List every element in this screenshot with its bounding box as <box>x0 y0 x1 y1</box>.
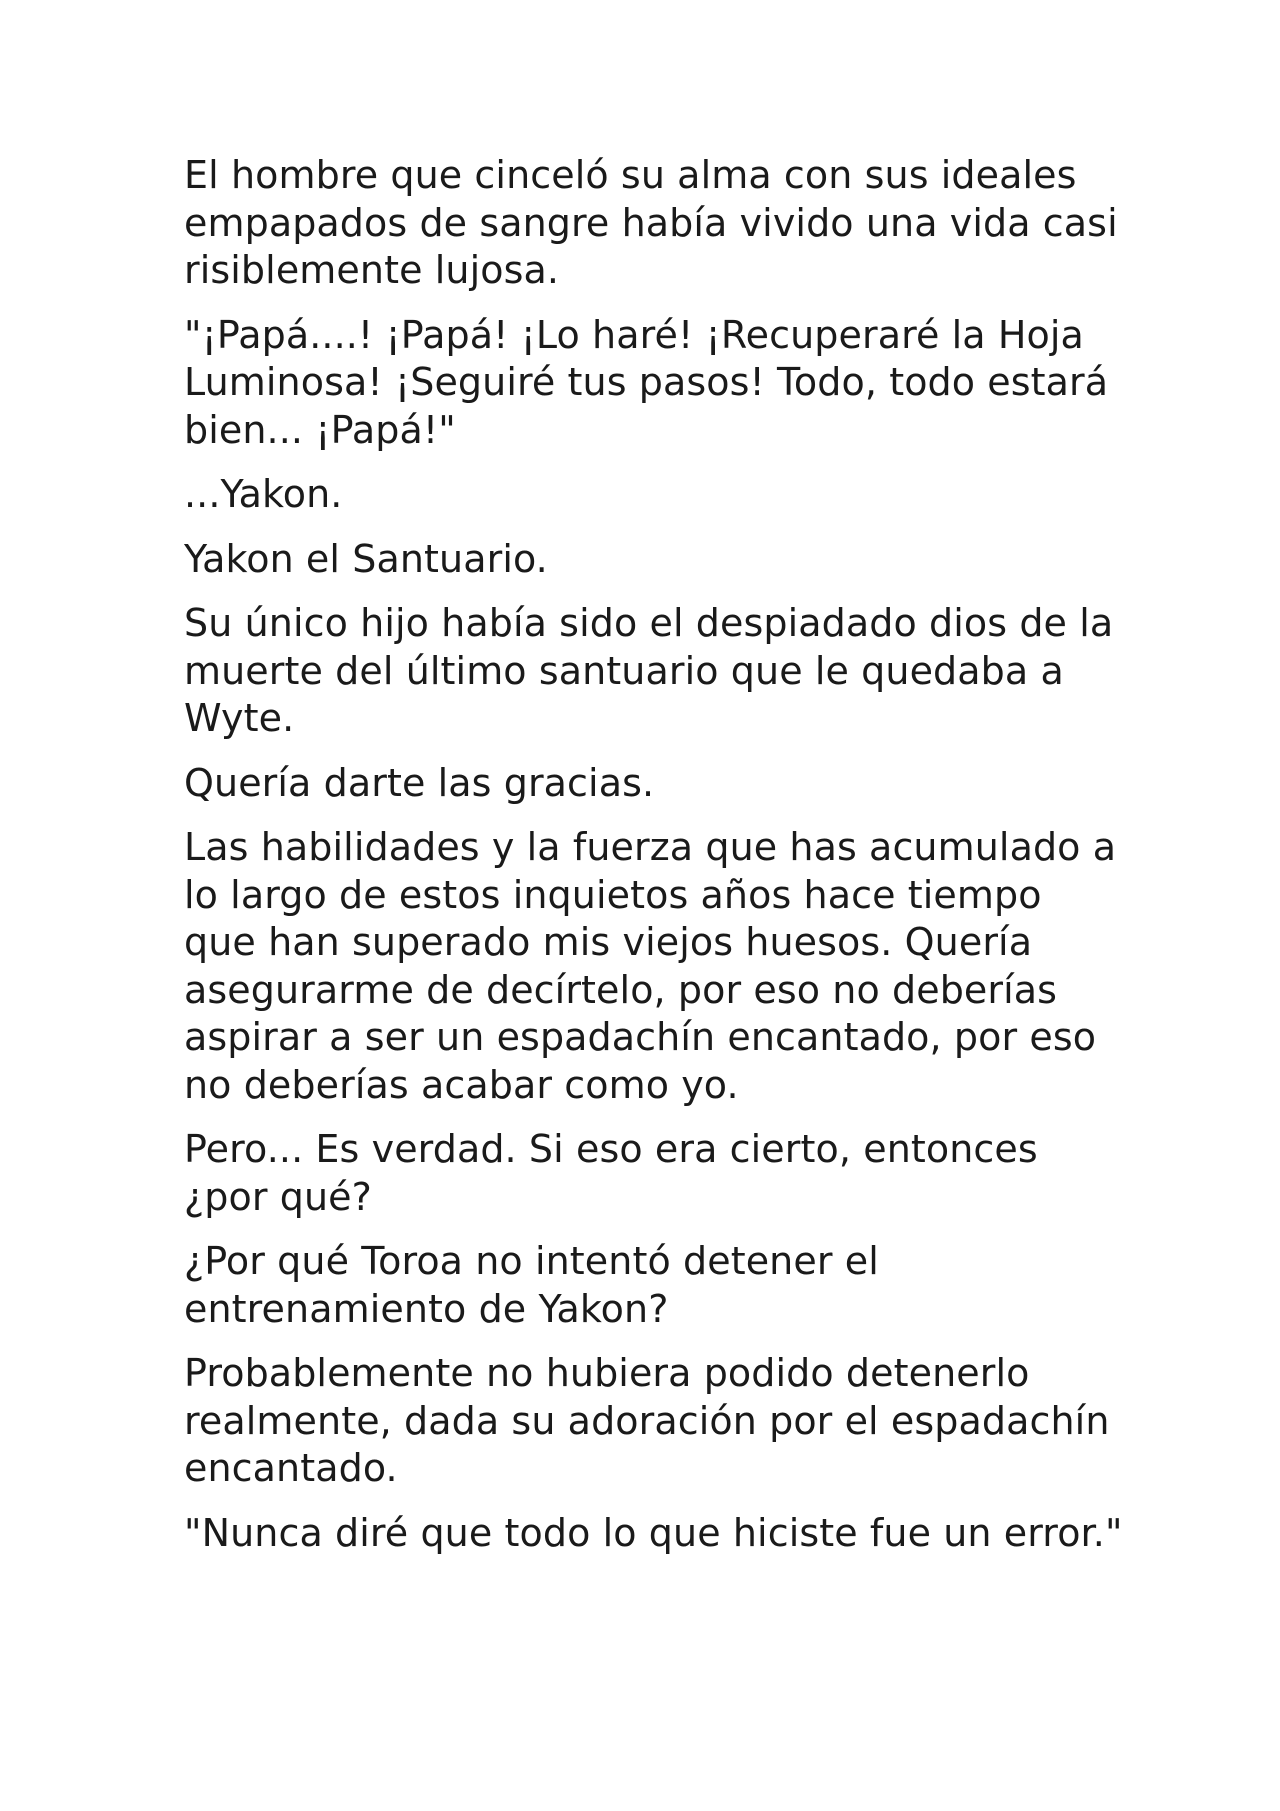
paragraph-5: Su único hijo había sido el despiadado dios de la muerte del último santuario que le quedaba a Wyte. <box>184 601 1114 740</box>
paragraph-7: Las habilidades y la fuerza que has acumulado a lo largo de estos inquietos años hace tiempo que han superado mis viejos huesos. Quería asegurarme de decírtelo, por eso no deberías aspirar a ser un espadachín encantado, por eso no deberías acabar como yo. <box>184 825 1117 1107</box>
paragraph-11: "Nunca diré que todo lo que hiciste fue un error." <box>184 1510 1123 1555</box>
paragraph-6: Quería darte las gracias. <box>184 760 655 805</box>
paragraph-2: "¡Papá....! ¡Papá! ¡Lo haré! ¡Recuperaré la Hoja Luminosa! ¡Seguiré tus pasos! Todo, todo estará bien... ¡Papá!" <box>184 312 1109 452</box>
paragraph-10: Probablemente no hubiera podido detenerlo realmente, dada su adoración por el espadachín encantado. <box>184 1351 1110 1490</box>
text-body <box>184 152 1124 1574</box>
paragraph-8: Pero... Es verdad. Si eso era cierto, entonces ¿por qué? <box>184 1127 1038 1219</box>
paragraph-3: ...Yakon. <box>184 472 343 516</box>
paragraph-1: El hombre que cinceló su alma con sus ideales empapados de sangre había vivido una vida casi risiblemente lujosa. <box>184 153 1118 292</box>
paragraph-9: ¿Por qué Toroa no intentó detener el entrenamiento de Yakon? <box>184 1239 879 1331</box>
paragraph-4: Yakon el Santuario. <box>184 536 548 581</box>
